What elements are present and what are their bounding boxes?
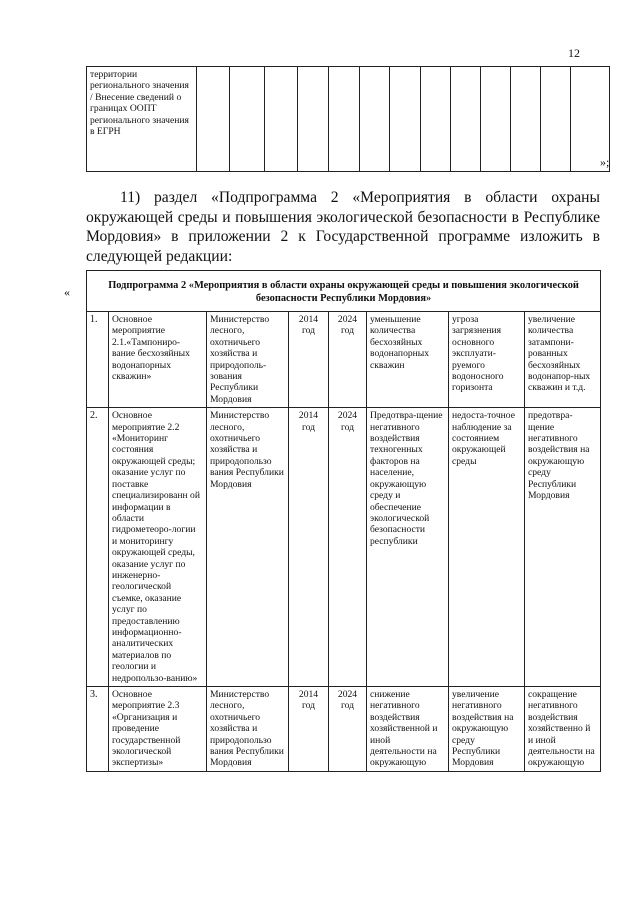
end-year-cell: 2024 год — [329, 312, 367, 408]
indicator-link-cell: увеличение количества затампони-рованных бесхозяйных водонапор-ных скважин и т.д. — [525, 312, 601, 408]
row-number: 2. — [87, 408, 109, 687]
measure-cell: Основное мероприятие 2.3 «Организация и проведение государственной экологической экспертизы» — [109, 687, 207, 772]
empty-cell — [511, 67, 541, 172]
empty-cell — [451, 67, 481, 172]
empty-cell — [197, 67, 230, 172]
empty-cell — [481, 67, 511, 172]
measure-cell: Основное мероприятие 2.2 «Мониторинг состояния окружающей среды; оказание услуг по поставке специализированн ой информации в области гидрометеоро-логии и мониторингу окружающей среды, оказание услуг по инженерно-геологической съемке, оказание услуг по предоставлению информационно-аналитических материалов по геологии и недропользо-ванию» — [109, 408, 207, 687]
empty-cell — [541, 67, 571, 172]
start-year-cell: 2014 год — [289, 408, 329, 687]
amendment-paragraph: 11) раздел «Подпрограмма 2 «Мероприятия в области охраны окружающей среды и повышения экологической безопасности в Республике Мордовия» в приложении 2 к Государственной программе изложить в следующей редакции: — [86, 189, 600, 265]
row-number: 1. — [87, 312, 109, 408]
result-cell: Предотвра-щение негативного воздействия техногенных факторов на население, окружающую среду и обеспечение экологической безопасности республики — [367, 408, 449, 687]
empty-cell — [230, 67, 265, 172]
executor-cell: Министерство лесного, охотничьего хозяйства и природополь-зования Республики Мордовия — [207, 312, 289, 408]
subprogram-table — [86, 270, 601, 772]
start-year-cell: 2014 год — [289, 687, 329, 772]
row-number: 3. — [87, 687, 109, 772]
start-year-cell: 2014 год — [289, 312, 329, 408]
result-cell: снижение негативного воздействия хозяйственной и иной деятельности на окружающую — [367, 687, 449, 772]
measure-cell: Основное мероприятие 2.1.«Тампониро-вание бесхозяйных водонапорных скважин» — [109, 312, 207, 408]
empty-cell — [421, 67, 451, 172]
indicator-link-cell: сокращение негативного воздействия хозяйственно й и иной деятельности на окружающую — [525, 687, 601, 772]
previous-table-fragment — [86, 66, 610, 172]
empty-cell — [298, 67, 329, 172]
closing-quote: »; — [600, 155, 610, 169]
opening-quote: « — [64, 285, 70, 299]
empty-cell — [360, 67, 390, 172]
table-row — [87, 408, 601, 687]
empty-cell — [265, 67, 298, 172]
empty-cell — [329, 67, 360, 172]
table-title: Подпрограмма 2 «Мероприятия в области охраны окружающей среды и повышения экологической безопасности Республики Мордовия» — [87, 271, 601, 312]
risk-cell: угроза загрязнения основного эксплуати-руемого водоносного горизонта — [449, 312, 525, 408]
table-row — [87, 687, 601, 772]
end-year-cell: 2024 год — [329, 408, 367, 687]
table-row — [87, 312, 601, 408]
end-year-cell: 2024 год — [329, 687, 367, 772]
executor-cell: Министерство лесного, охотничьего хозяйства и природопользо вания Республики Мордовия — [207, 408, 289, 687]
fragment-first-cell: территории регионального значения / Внесение сведений о границах ООПТ регионального значения в ЕГРН — [87, 67, 197, 172]
page-number: 12 — [568, 46, 580, 60]
risk-cell: увеличение негативного воздействия на окружающую среду Республики Мордовия — [449, 687, 525, 772]
executor-cell: Министерство лесного, охотничьего хозяйства и природопользо вания Республики Мордовия — [207, 687, 289, 772]
result-cell: уменьшение количества бесхозяйных водонапорных скважин — [367, 312, 449, 408]
indicator-link-cell: предотвра-щение негативного воздействия на окружающую среду Республики Мордовия — [525, 408, 601, 687]
empty-cell — [390, 67, 421, 172]
risk-cell: недоста-точное наблюдение за состоянием окружающей среды — [449, 408, 525, 687]
